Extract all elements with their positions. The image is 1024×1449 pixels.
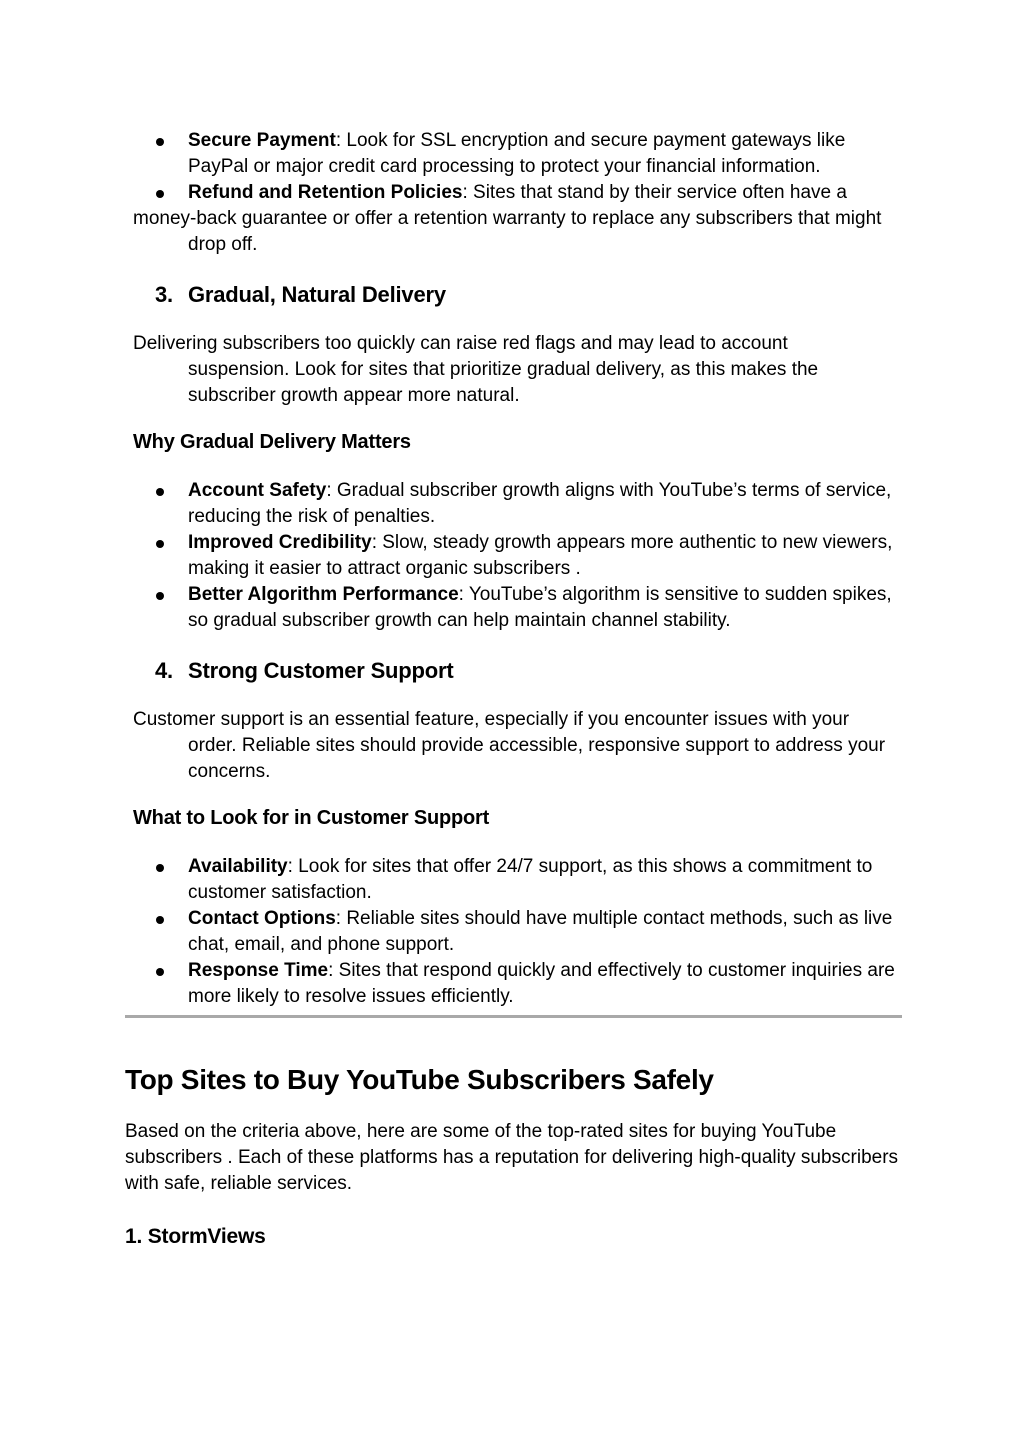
text-segment: order. Reliable sites should provide accessible, responsive support to address your xyxy=(188,735,886,756)
text-line xyxy=(133,206,902,232)
text-segment: making it easier to attract organic subscribers . xyxy=(188,558,581,579)
bold-text: Response Time xyxy=(188,960,329,981)
text-line xyxy=(133,906,902,932)
text-segment: : Sites that stand by their service often have a xyxy=(462,182,847,203)
gradual-delivery-paragraph xyxy=(133,331,902,409)
site-heading-stormviews: 1. StormViews xyxy=(125,1225,266,1248)
text-line xyxy=(133,357,902,383)
text-segment: Customer support is an essential feature, especially if you encounter issues with your xyxy=(133,709,850,730)
text-line xyxy=(133,556,902,582)
bullet-icon xyxy=(156,488,164,496)
text-segment: drop off. xyxy=(188,234,258,255)
top-sites-title: Top Sites to Buy YouTube Subscribers Safely xyxy=(125,1064,714,1095)
text-line xyxy=(133,504,902,530)
bold-text: Availability xyxy=(188,856,288,877)
text-line xyxy=(133,582,902,608)
text-segment: so gradual subscriber growth can help maintain channel stability. xyxy=(188,610,731,631)
text-segment: concerns. xyxy=(188,761,271,782)
text-segment: : Look for SSL encryption and secure payment gateways like xyxy=(335,130,846,151)
text-line xyxy=(133,232,902,258)
text-segment: : Slow, steady growth appears more authentic to new viewers, xyxy=(371,532,893,553)
list-item xyxy=(133,958,902,1010)
text-line xyxy=(125,1145,902,1171)
bold-text: Better Algorithm Performance xyxy=(188,584,459,605)
text-line xyxy=(125,1119,902,1145)
text-line xyxy=(133,854,902,880)
bullet-icon xyxy=(156,916,164,924)
text-line xyxy=(133,759,902,785)
text-line xyxy=(133,608,902,634)
text-line xyxy=(133,530,902,556)
top-sites-intro-paragraph xyxy=(125,1119,902,1197)
bullet-icon xyxy=(156,864,164,872)
text-line xyxy=(133,154,902,180)
text-line xyxy=(133,984,902,1010)
text-segment: Delivering subscribers too quickly can raise red flags and may lead to account xyxy=(133,333,788,354)
bullet-icon xyxy=(156,190,164,198)
heading-number: 3. xyxy=(155,282,173,307)
list-item xyxy=(133,128,902,180)
heading-number: 4. xyxy=(155,658,173,683)
bold-text: Account Safety xyxy=(188,480,327,501)
bold-text: Improved Credibility xyxy=(188,532,372,553)
text-segment: subscribers . Each of these platforms has a reputation for delivering high-quality subscribers xyxy=(125,1147,899,1168)
section-heading-gradual-natural-delivery xyxy=(133,280,902,310)
text-line xyxy=(133,478,902,504)
text-line xyxy=(133,128,902,154)
text-segment: subscriber growth appear more natural. xyxy=(188,385,520,406)
subheading-what-to-look-for-in-customer-support: What to Look for in Customer Support xyxy=(133,807,490,829)
text-segment: : Gradual subscriber growth aligns with YouTube’s terms of service, xyxy=(326,480,892,501)
text-segment: PayPal or major credit card processing to protect your financial information. xyxy=(188,156,821,177)
document-content xyxy=(125,128,902,1251)
text-segment: : Reliable sites should have multiple contact methods, such as live xyxy=(335,908,893,929)
bold-text: Refund and Retention Policies xyxy=(188,182,463,203)
bold-text: Contact Options xyxy=(188,908,336,929)
bullet-icon xyxy=(156,968,164,976)
gradual-delivery-benefits-list xyxy=(133,478,902,634)
subheading-why-gradual-delivery-matters: Why Gradual Delivery Matters xyxy=(133,431,411,453)
text-line xyxy=(133,958,902,984)
list-item xyxy=(133,530,902,582)
text-line xyxy=(133,331,902,357)
bullet-icon xyxy=(156,592,164,600)
text-line xyxy=(133,880,902,906)
section-divider xyxy=(125,1015,902,1018)
customer-support-criteria-list xyxy=(133,854,902,1010)
heading-text: Strong Customer Support xyxy=(188,658,454,683)
text-segment: : YouTube’s algorithm is sensitive to sudden spikes, xyxy=(458,584,892,605)
bold-text: Secure Payment xyxy=(188,130,336,151)
bullet-icon xyxy=(156,540,164,548)
text-line xyxy=(133,707,902,733)
text-segment: more likely to resolve issues efficiently. xyxy=(188,986,514,1007)
text-segment: customer satisfaction. xyxy=(188,882,372,903)
text-segment: with safe, reliable services. xyxy=(125,1173,353,1194)
text-segment: suspension. Look for sites that prioritize gradual delivery, as this makes the xyxy=(188,359,819,380)
text-segment: chat, email, and phone support. xyxy=(188,934,455,955)
section-heading-strong-customer-support xyxy=(133,656,902,686)
list-item xyxy=(133,854,902,906)
list-item xyxy=(133,180,902,258)
text-segment: : Look for sites that offer 24/7 support, as this shows a commitment to xyxy=(287,856,873,877)
text-segment: money-back guarantee or offer a retention warranty to replace any subscribers that might xyxy=(133,208,882,229)
safe-site-criteria-list xyxy=(133,128,902,258)
text-line xyxy=(125,1171,902,1197)
text-segment: reducing the risk of penalties. xyxy=(188,506,436,527)
customer-support-paragraph xyxy=(133,707,902,785)
list-item xyxy=(133,582,902,634)
text-line xyxy=(133,733,902,759)
text-line xyxy=(133,932,902,958)
text-line xyxy=(133,383,902,409)
text-segment: : Sites that respond quickly and effectively to customer inquiries are xyxy=(328,960,895,981)
list-item xyxy=(133,478,902,530)
bullet-icon xyxy=(156,138,164,146)
heading-text: Gradual, Natural Delivery xyxy=(188,282,446,307)
text-line xyxy=(133,180,902,206)
list-item xyxy=(133,906,902,958)
text-segment: Based on the criteria above, here are some of the top-rated sites for buying YouTube xyxy=(125,1121,837,1142)
